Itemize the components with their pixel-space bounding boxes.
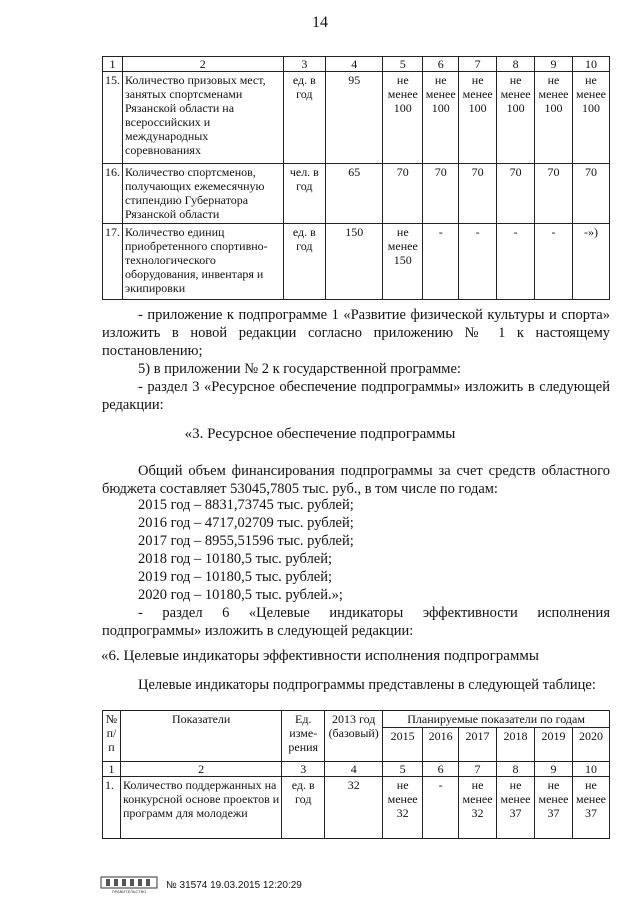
table-header-years: 2015 2016 2017 2018 2019 2020 (103, 728, 610, 762)
table-header-row: № п/п Показатели Ед. изме-рения 2013 год (базовый) Планируемые показатели по годам (103, 711, 610, 728)
indicators-table-continued (102, 56, 610, 300)
heading-section-3: «3. Ресурсное обеспечение подпрограммы (184, 426, 456, 442)
heading-section-6: «6. Целевые индикаторы эффективности исполнения подпрограммы (101, 648, 539, 664)
page-number: 14 (312, 14, 328, 31)
table-row: 1. Количество поддержанных на конкурсной основе проектов и программ для молодежи ед. в год 32 не менее 32 - не менее 32 не менее 37 не менее 37 не менее 37 (103, 777, 610, 839)
government-stamp-icon (100, 876, 158, 894)
document-registration-info: № 31574 19.03.2015 12:20:29 (166, 879, 302, 891)
table-number-row: 1 2 3 4 5 6 7 8 9 10 (103, 762, 610, 777)
paragraph-section-3: - раздел 3 «Ресурсное обеспечение подпрограммы» изложить в следующей редакции: (102, 379, 610, 413)
funding-year-line: 2018 год – 10180,5 тыс. рублей; (138, 551, 333, 567)
paragraph-section-6: - раздел 6 «Целевые индикаторы эффективности исполнения подпрограммы» изложить в следующей редакции: (102, 605, 610, 639)
funding-year-line: 2015 год – 8831,73745 тыс. рублей; (138, 497, 354, 513)
footer (100, 876, 302, 894)
target-indicators-table (102, 710, 610, 839)
paragraph-table-intro: Целевые индикаторы подпрограммы представлены в следующей таблице: (138, 677, 596, 693)
funding-year-line: 2016 год – 4717,02709 тыс. рублей; (138, 515, 354, 531)
funding-year-line: 2017 год – 8955,51596 тыс. рублей; (138, 533, 354, 549)
table-row: 16. Количество спортсменов, получающих ежемесячную стипендию Губернатора Рязанской области чел. в год 65 70 70 70 70 70 70 (103, 164, 610, 224)
paragraph-item-5: 5) в приложении № 2 к государственной программе: (138, 361, 461, 377)
funding-year-line: 2020 год – 10180,5 тыс. рублей.»; (138, 587, 343, 603)
table-header-row: 1 2 3 4 5 6 7 8 9 10 (103, 57, 610, 72)
table-row: 15. Количество призовых мест, занятых спортсменами Рязанской области на всероссийских и международных соревнованиях ед. в год 95 не менее 100 не менее 100 не менее 100 не менее 100 не менее 100 не менее 100 (103, 72, 610, 164)
table-row: 17. Количество единиц приобретенного спортивно-технологического оборудования, инвентаря и экипировки ед. в год 150 не менее 150 - - - - -») (103, 224, 610, 300)
paragraph-funding: Общий объем финансирования подпрограммы за счет средств областного бюджета составляет 53045,7805 тыс. руб., в том числе по годам: (102, 463, 610, 497)
svg-text:ПРАВИТЕЛЬСТВО: ПРАВИТЕЛЬСТВО (111, 889, 147, 894)
paragraph-appendix-1: - приложение к подпрограмме 1 «Развитие физической культуры и спорта» изложить в новой редакции согласно приложению № 1 к настоящему постановлению; (102, 307, 610, 359)
funding-year-line: 2019 год – 10180,5 тыс. рублей; (138, 569, 333, 585)
